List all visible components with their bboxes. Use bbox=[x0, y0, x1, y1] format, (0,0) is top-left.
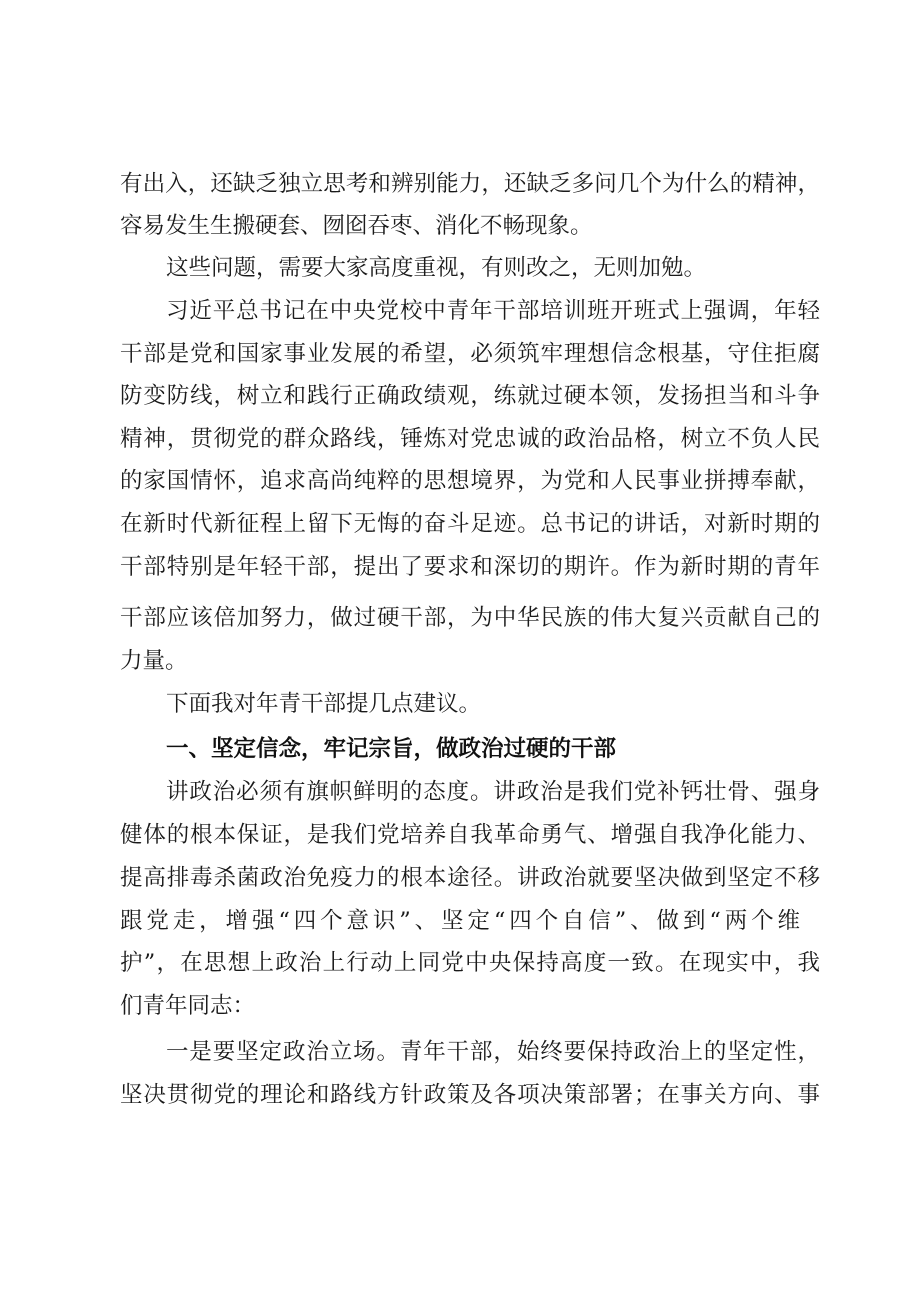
paragraph-line: 这些问题，需要大家高度重视，有则改之，无则加勉。 bbox=[166, 255, 707, 281]
paragraph-line: 跟党走，增强“四个意识”、坚定“四个自信”、做到“两个维 bbox=[120, 908, 800, 934]
paragraph-line: 在新时代新征程上留下无悔的奋斗足迹。总书记的讲话，对新时期的 bbox=[120, 511, 820, 537]
section-heading: 一、坚定信念，牢记宗旨，做政治过硬的干部 bbox=[166, 736, 617, 762]
paragraph-line: 有出入，还缺乏独立思考和辨别能力，还缺乏多问几个为什么的精神， bbox=[120, 171, 820, 197]
paragraph-line: 的家国情怀，追求高尚纯粹的思想境界，为党和人民事业拼搏奉献， bbox=[120, 468, 820, 494]
paragraph-line: 提高排毒杀菌政治免疫力的根本途径。讲政治就要坚决做到坚定不移 bbox=[120, 865, 820, 891]
paragraph-line: 坚决贯彻党的理论和路线方针政策及各项决策部署；在事关方向、事 bbox=[120, 1082, 820, 1108]
paragraph-line: 精神，贯彻党的群众路线，锤炼对党忠诚的政治品格，树立不负人民 bbox=[120, 426, 820, 452]
paragraph-line: 干部特别是年轻干部，提出了要求和深切的期许。作为新时期的青年 bbox=[120, 554, 820, 580]
paragraph-line: 护”，在思想上政治上行动上同党中央保持高度一致。在现实中，我 bbox=[120, 950, 820, 976]
paragraph-line: 一是要坚定政治立场。青年干部，始终要保持政治上的坚定性， bbox=[166, 1039, 820, 1065]
paragraph-line: 下面我对年青干部提几点建议。 bbox=[166, 691, 482, 717]
paragraph-line: 讲政治必须有旗帜鲜明的态度。讲政治是我们党补钙壮骨、强身 bbox=[166, 779, 820, 805]
paragraph-line: 防变防线，树立和践行正确政绩观，练就过硬本领，发扬担当和斗争 bbox=[120, 383, 820, 409]
paragraph-line: 健体的根本保证，是我们党培养自我革命勇气、增强自我净化能力、 bbox=[120, 822, 820, 848]
paragraph-line: 干部是党和国家事业发展的希望，必须筑牢理想信念根基，守住拒腐 bbox=[120, 341, 820, 367]
paragraph-line: 习近平总书记在中央党校中青年干部培训班开班式上强调，年轻 bbox=[166, 298, 820, 324]
paragraph-line: 力量。 bbox=[120, 648, 188, 674]
paragraph-line: 干部应该倍加努力，做过硬干部，为中华民族的伟大复兴贡献自己的 bbox=[120, 605, 820, 631]
paragraph-line: 们青年同志： bbox=[120, 993, 256, 1019]
paragraph-line: 容易发生生搬硬套、囫囵吞枣、消化不畅现象。 bbox=[120, 213, 593, 239]
